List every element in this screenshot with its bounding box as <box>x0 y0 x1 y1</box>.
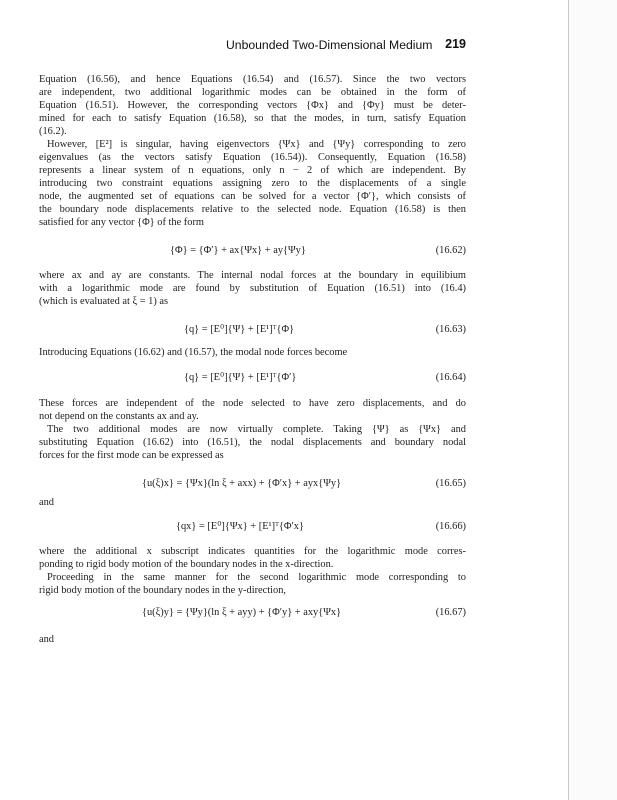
text-line: node, the augmented set of equations can be solved for a vector {Φ′}, which consists of <box>39 191 466 202</box>
equation-16-63: {q} = [E⁰]{Ψ} + [E¹]ᵀ{Φ} <box>184 324 295 335</box>
equation-16-66: {qx} = [E⁰]{Ψx} + [E¹]ᵀ{Φ′x} <box>176 521 304 532</box>
equation-number: (16.63) <box>435 324 466 335</box>
text-line: substituting Equation (16.62) into (16.51), the nodal displacements and boundary nodal <box>39 437 466 448</box>
equation-16-62: {Φ} = {Φ′} + ax{Ψx} + ay{Ψy} <box>170 245 306 256</box>
equation-number: (16.64) <box>435 372 466 383</box>
text-line: eigenvalues (as the vectors satisfy Equation (16.54)). Consequently, Equation (16.58) <box>39 152 466 163</box>
text-line: Equation (16.51). However, the corresponding vectors {Φx} and {Φy} must be deter- <box>39 100 466 111</box>
text-line: represents a linear system of n equations, only n − 2 of which are independent. By <box>39 165 466 176</box>
text-line: rigid body motion of the boundary nodes in the y-direction, <box>39 585 287 596</box>
page-margin <box>569 0 617 800</box>
text-line: However, [E²] is singular, having eigenvectors {Ψx} and {Ψy} corresponding to zero <box>47 139 466 150</box>
text-line: and <box>39 497 55 508</box>
text-line: the boundary node displacements relative to the selected node. Equation (16.58) is then <box>39 204 466 215</box>
text-line: (16.2). <box>39 126 67 137</box>
text-line: introducing two constraint equations assigning zero to the displacements of a single <box>39 178 466 189</box>
text-line: The two additional modes are now virtually complete. Taking {Ψ} as {Ψx} and <box>47 424 466 435</box>
equation-number: (16.67) <box>435 607 466 618</box>
equation-16-67: {u(ξ)y} = {Ψy}(ln ξ + ayy) + {Φ′y} + axy{Ψx} <box>142 607 342 618</box>
running-title: Unbounded Two-Dimensional Medium <box>226 38 433 52</box>
equation-16-64: {q} = [E⁰]{Ψ} + [E¹]ᵀ{Φ′} <box>184 372 297 383</box>
text-line: These forces are independent of the node selected to have zero displacements, and do <box>39 398 466 409</box>
text-line: Introducing Equations (16.62) and (16.57), the modal node forces become <box>39 347 348 358</box>
text-line: ponding to rigid body motion of the boundary nodes in the x-direction. <box>39 559 334 570</box>
page-number: 219 <box>445 37 466 51</box>
text-line: Equation (16.56), and hence Equations (16.54) and (16.57). Since the two vectors <box>39 74 466 85</box>
text-line: satisfied for any vector {Φ} of the form <box>39 217 205 228</box>
equation-16-65: {u(ξ)x} = {Ψx}(ln ξ + axx) + {Φ′x} + ayx{Ψy} <box>142 478 342 489</box>
text-line: (which is evaluated at ξ = 1) as <box>39 296 169 307</box>
text-line: are independent, two additional logarithmic modes can be obtained in the form of <box>39 87 466 98</box>
text-line: forces for the first mode can be expressed as <box>39 450 224 461</box>
text-line: where the additional x subscript indicates quantities for the logarithmic mode corres- <box>39 546 466 557</box>
text-line: mined for each to satisfy Equation (16.58), so that the modes, in turn, satisfy Equation <box>39 113 466 124</box>
equation-number: (16.62) <box>435 245 466 256</box>
equation-number: (16.65) <box>435 478 466 489</box>
text-line: and <box>39 634 55 645</box>
text-line: where ax and ay are constants. The internal nodal forces at the boundary in equilibium <box>39 270 466 281</box>
equation-number: (16.66) <box>435 521 466 532</box>
text-line: with a logarithmic mode are found by substitution of Equation (16.51) into (16.4) <box>39 283 466 294</box>
text-line: not depend on the constants ax and ay. <box>39 411 199 422</box>
text-line: Proceeding in the same manner for the second logarithmic mode corresponding to <box>47 572 466 583</box>
